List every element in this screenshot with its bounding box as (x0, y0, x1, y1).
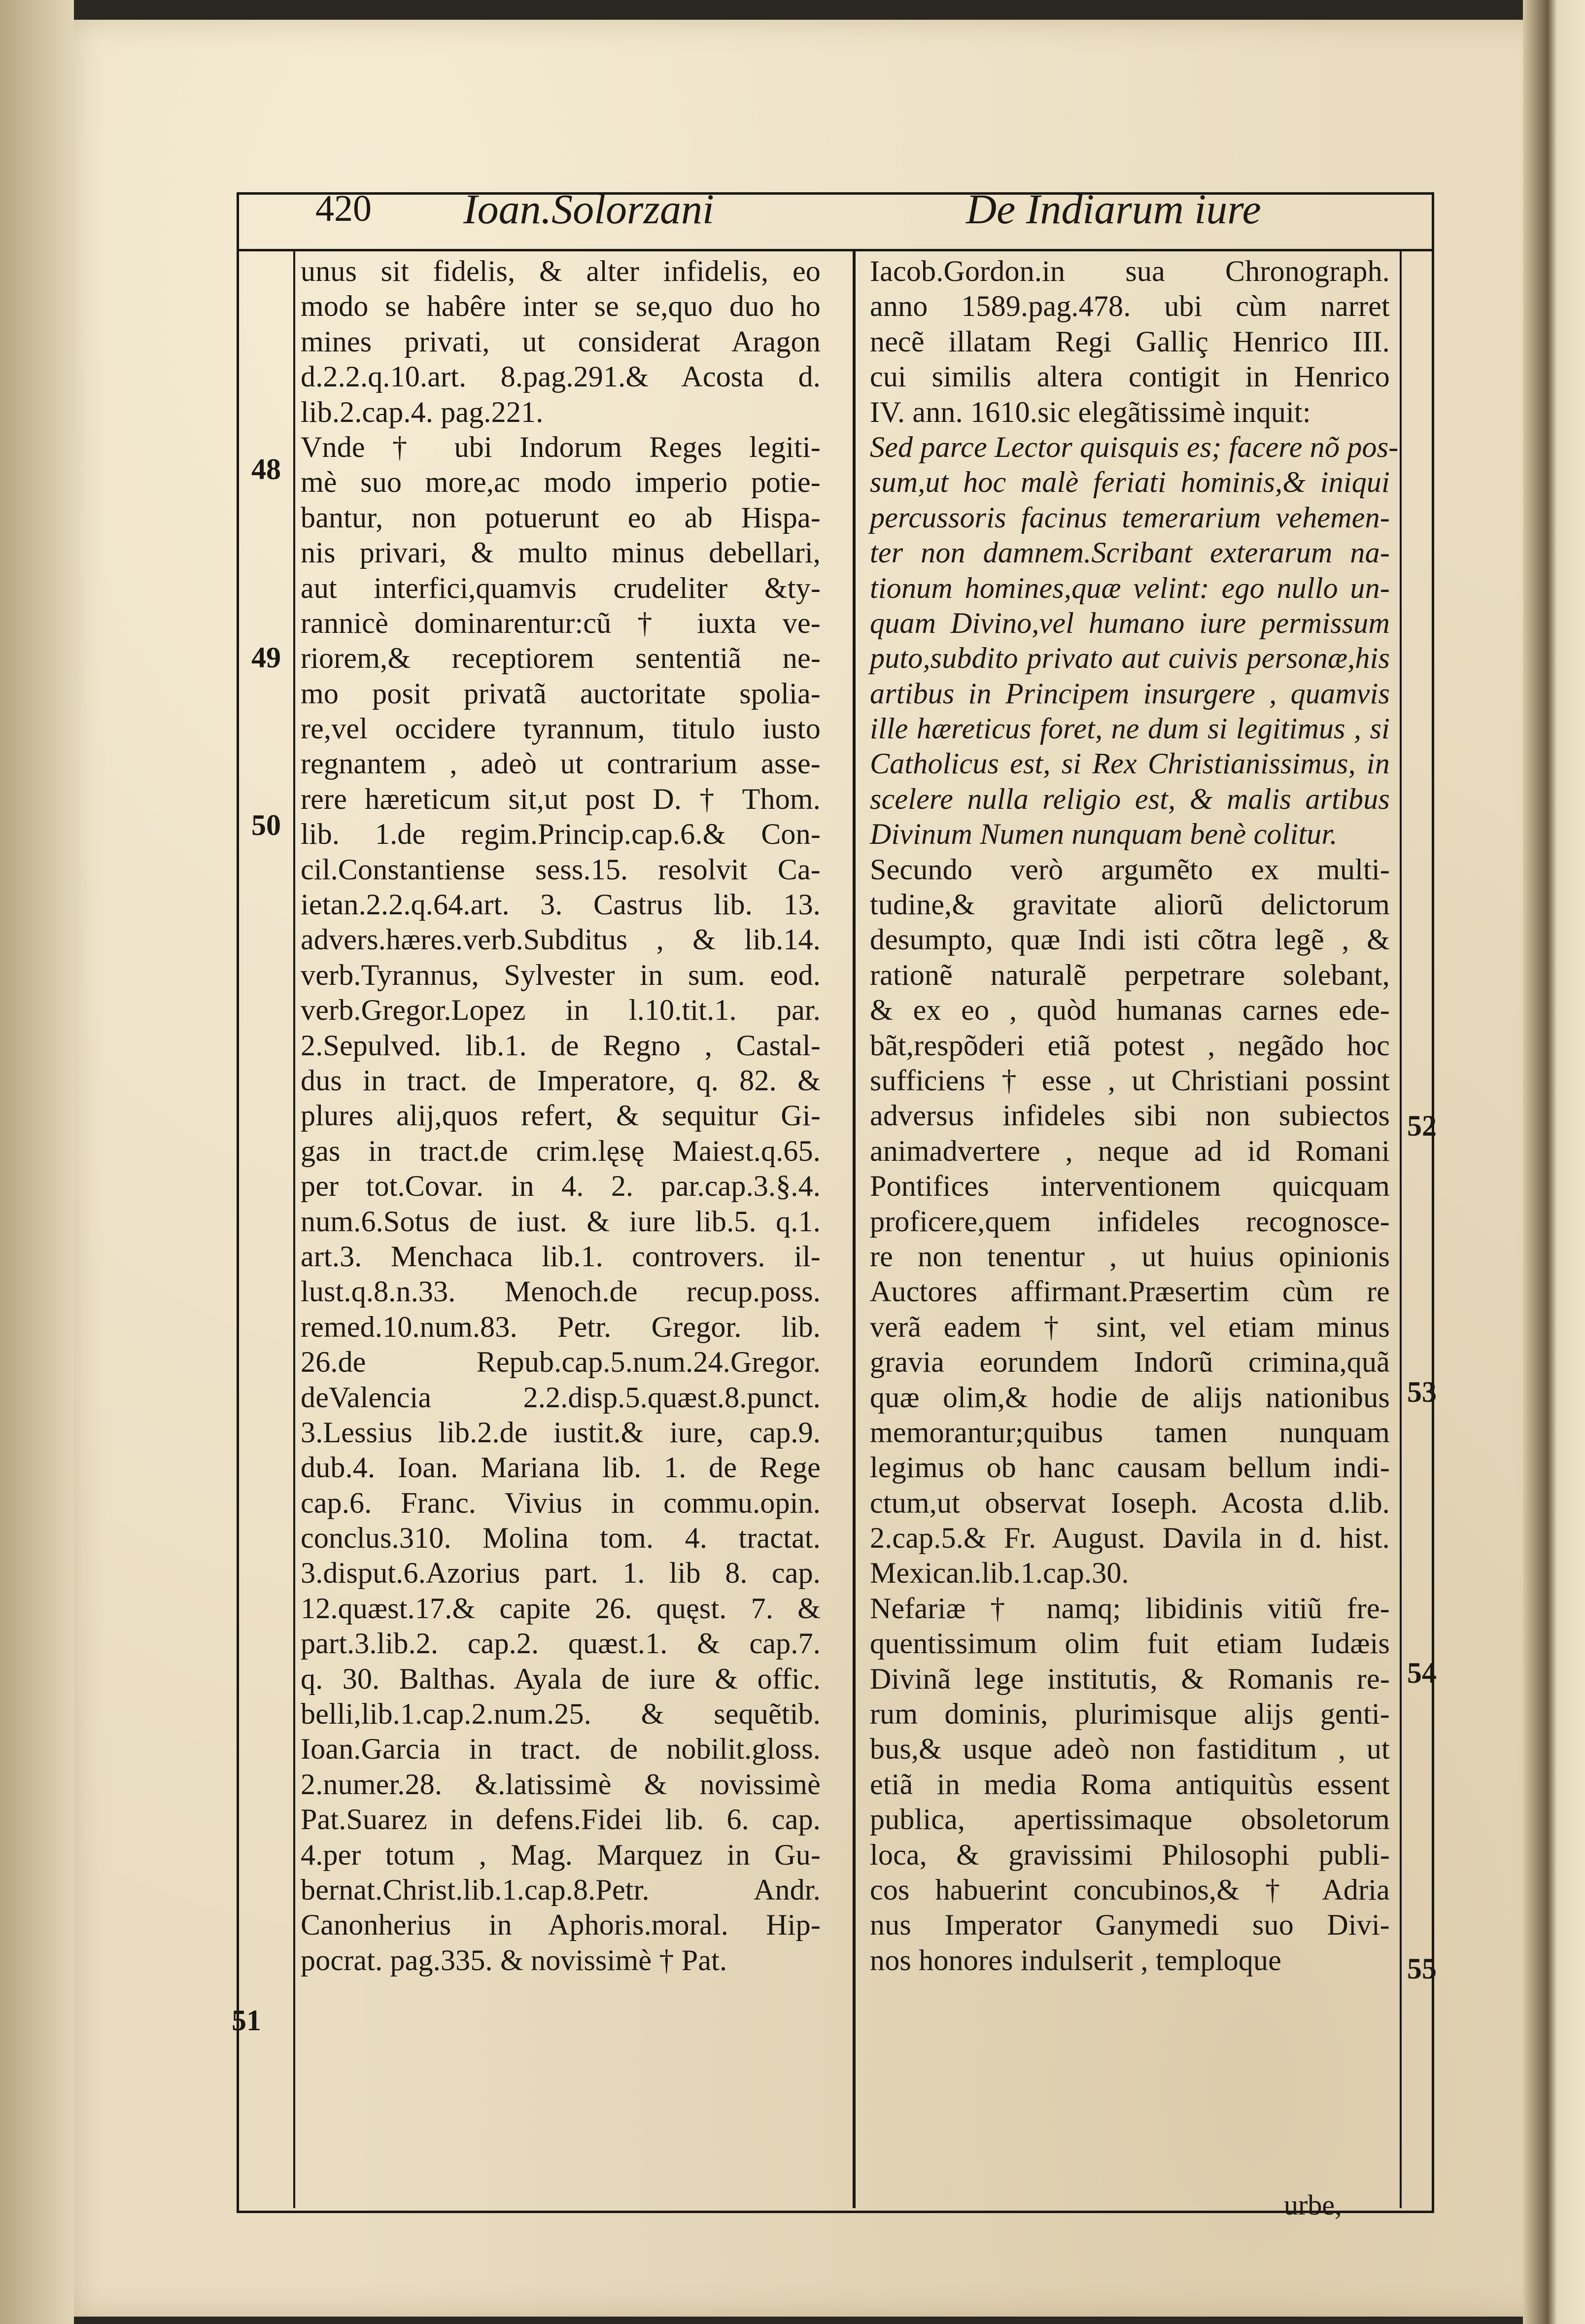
text-line: IV. ann. 1610.sic elegãtissimè inquit: (870, 395, 1311, 428)
text-line: nus Imperator Ganymedi suo Divi- (870, 1908, 1390, 1942)
left-text-column (301, 254, 821, 1978)
text-line: lib.2.cap.4. pag.221. (301, 395, 544, 428)
text-line: plures alij,quos refert, & sequitur Gi- (301, 1099, 821, 1132)
text-line: mo posit privatã auctoritate spolia- (301, 677, 821, 710)
margin-number: 49 (251, 641, 281, 674)
text-line: lust.q.8.n.33. Menoch.de recup.poss. (301, 1275, 821, 1308)
text-line: loca, & gravissimi Philosophi publi- (870, 1838, 1390, 1871)
margin-number: 52 (1407, 1110, 1437, 1142)
text-line: bus,& usque adeò non fastiditum , ut (870, 1733, 1390, 1766)
text-line: Divinum Numen nunquam benè colitur. (870, 818, 1338, 851)
text-line: puto,subdito privato aut cuivis personæ,his (870, 642, 1390, 675)
text-line: desumpto, quæ Indi isti cõtra legẽ , & (870, 923, 1390, 956)
text-line: rere hæreticum sit,ut post D. † Thom. (301, 782, 821, 815)
text-line: verã eadem † sint, vel etiam minus (870, 1310, 1390, 1343)
text-line: Nefariæ † namq; libidinis vitiũ fre- (870, 1592, 1390, 1625)
right-text-column (870, 254, 1399, 1978)
text-line: legimus ob hanc causam bellum indi- (870, 1451, 1390, 1484)
text-line: d.2.2.q.10.art. 8.pag.291.& Acosta d. (301, 360, 821, 393)
text-line: animadvertere , neque ad id Romani (870, 1134, 1390, 1167)
running-title: De Indiarum iure (966, 185, 1261, 233)
margin-number: 53 (1407, 1376, 1437, 1408)
text-line: Mexican.lib.1.cap.30. (870, 1557, 1129, 1590)
text-line: bantur, non potuerunt eo ab Hispa- (301, 501, 821, 534)
text-line: aut interfici,quamvis crudeliter &ty- (301, 571, 821, 604)
text-line: Pat.Suarez in defens.Fidei lib. 6. cap. (301, 1803, 821, 1836)
text-line: re non tenentur , ut huius opinionis (870, 1240, 1390, 1273)
text-line: dub.4. Ioan. Mariana lib. 1. de Rege (301, 1451, 821, 1484)
text-line: 2.numer.28. &.latissimè & novissimè (301, 1768, 821, 1801)
text-line: Auctores affirmant.Præsertim cùm re (870, 1275, 1390, 1308)
text-line: pocrat. pag.335. & novissimè † Pat. (301, 1943, 727, 1977)
text-line: cos habuerint concubinos,& † Adria (870, 1873, 1390, 1906)
text-line: ctum,ut observat Ioseph. Acosta d.lib. (870, 1486, 1390, 1519)
text-line: rationẽ naturalẽ perpetrare solebant, (870, 958, 1390, 991)
text-line: sufficiens † esse , ut Christiani possint (870, 1064, 1390, 1097)
right-inner-rule (1400, 251, 1402, 2208)
text-line: Canonherius in Aphoris.moral. Hip- (301, 1908, 821, 1942)
text-line: quæ olim,& hodie de alijs nationibus (870, 1381, 1390, 1414)
text-line: nis privari, & multo minus debellari, (301, 536, 821, 569)
margin-number: 55 (1407, 1952, 1437, 1985)
text-line: deValencia 2.2.disp.5.quæst.8.punct. (301, 1381, 821, 1414)
running-header (237, 182, 1296, 246)
running-author: Ioan.Solorzani (463, 185, 714, 233)
text-line: necẽ illatam Regi Galliç Henrico III. (870, 325, 1390, 358)
text-line: Iacob.Gordon.in sua Chronograph. (870, 255, 1390, 287)
text-line: Divinã lege institutis, & Romanis re- (870, 1662, 1390, 1695)
text-line: riorem,& receptiorem sententiã ne- (301, 642, 821, 675)
text-line: regnantem , adeò ut contrarium asse- (301, 747, 821, 780)
margin-number: 51 (232, 2004, 261, 2037)
text-line: cil.Constantiense sess.15. resolvit Ca- (301, 853, 821, 886)
text-line: bernat.Christ.lib.1.cap.8.Petr. Andr. (301, 1873, 821, 1906)
text-line: cui similis altera contigit in Henrico (870, 360, 1390, 393)
text-line: ter non damnem.Scribant exterarum na- (870, 536, 1390, 569)
text-line: rum dominis, plurimisque alijs genti- (870, 1698, 1390, 1731)
text-line: tionum homines,quæ velint: ego nullo un- (870, 571, 1390, 604)
text-line: Ioan.Garcia in tract. de nobilit.gloss. (301, 1733, 821, 1766)
text-line: 12.quæst.17.& capite 26. quęst. 7. & (301, 1592, 821, 1625)
text-line: modo se habêre inter se se,quo duo ho (301, 290, 821, 323)
text-line: re,vel occidere tyrannum, titulo iusto (301, 712, 821, 745)
left-inner-rule (293, 251, 295, 2208)
text-line: 3.Lessius lib.2.de iustit.& iure, cap.9. (301, 1416, 821, 1449)
text-line: sum,ut hoc malè feriati hominis,& iniqui (870, 466, 1390, 499)
text-line: unus sit fidelis, & alter infidelis, eo (301, 255, 821, 287)
text-line: etiã in media Roma antiquitùs essent (870, 1768, 1390, 1801)
text-line: Pontifices interventionem quicquam (870, 1170, 1390, 1203)
margin-number: 50 (251, 809, 281, 841)
header-rule (237, 249, 1432, 251)
text-line: Secundo verò argumẽto ex multi- (870, 853, 1390, 886)
catchword: urbe, (1284, 2189, 1342, 2221)
text-line: nos honores indulserit , temploque (870, 1943, 1282, 1977)
text-line: tudine,& gravitate aliorũ delictorum (870, 888, 1390, 921)
book-next-page-edge (1523, 0, 1585, 2324)
text-line: per tot.Covar. in 4. 2. par.cap.3.§.4. (301, 1170, 821, 1203)
text-line: Vnde † ubi Indorum Reges legiti- (301, 430, 821, 463)
text-line: ille hæreticus foret, ne dum si legitimus , si (870, 712, 1390, 745)
column-divider (853, 251, 856, 2208)
text-line: conclus.310. Molina tom. 4. tractat. (301, 1522, 821, 1555)
text-line: bãt,respõderi etiã potest , negãdo hoc (870, 1029, 1390, 1062)
text-line: & ex eo , quòd humanas carnes ede- (870, 994, 1390, 1027)
page-number: 420 (315, 188, 372, 229)
text-line: quam Divino,vel humano iure permissum (870, 606, 1390, 639)
text-line: gravia eorundem Indorũ crimina,quã (870, 1346, 1390, 1379)
text-line: publica, apertissimaque obsoletorum (870, 1803, 1390, 1836)
text-line: mines privati, ut considerat Aragon (301, 325, 821, 358)
text-line: art.3. Menchaca lib.1. controvers. il- (301, 1240, 821, 1273)
text-line: scelere nulla religio est, & malis artibus (870, 782, 1390, 815)
text-line: verb.Gregor.Lopez in l.10.tit.1. par. (301, 994, 821, 1027)
text-line: anno 1589.pag.478. ubi cùm narret (870, 290, 1390, 323)
text-line: part.3.lib.2. cap.2. quæst.1. & cap.7. (301, 1627, 821, 1660)
text-line: advers.hæres.verb.Subditus , & lib.14. (301, 923, 821, 956)
text-line: 2.cap.5.& Fr. August. Davila in d. hist. (870, 1522, 1390, 1555)
book-gutter-left (0, 0, 74, 2324)
text-line: ietan.2.2.q.64.art. 3. Castrus lib. 13. (301, 888, 821, 921)
text-line: 4.per totum , Mag. Marquez in Gu- (301, 1838, 821, 1871)
text-line: gas in tract.de crim.lęsę Maiest.q.65. (301, 1134, 821, 1167)
margin-number: 54 (1407, 1657, 1437, 1689)
text-line: remed.10.num.83. Petr. Gregor. lib. (301, 1310, 821, 1343)
text-line: memorantur;quibus tamen nunquam (870, 1416, 1390, 1449)
margin-number: 48 (251, 453, 281, 486)
text-line: Sed parce Lector quisquis es; facere nõ pos- (870, 430, 1399, 463)
text-line: cap.6. Franc. Vivius in commu.opin. (301, 1486, 821, 1519)
text-line: 2.Sepulved. lib.1. de Regno , Castal- (301, 1029, 821, 1062)
text-line: percussoris facinus temerarium vehemen- (870, 501, 1390, 534)
text-line: num.6.Sotus de iust. & iure lib.5. q.1. (301, 1205, 821, 1238)
text-line: quentissimum olim fuit etiam Iudæis (870, 1627, 1390, 1660)
text-line: 3.disput.6.Azorius part. 1. lib 8. cap. (301, 1557, 821, 1590)
text-line: Catholicus est, si Rex Christianissimus, in (870, 747, 1390, 780)
text-line: adversus infideles sibi non subiectos (870, 1099, 1390, 1132)
text-line: lib. 1.de regim.Princip.cap.6.& Con- (301, 818, 821, 851)
text-line: dus in tract. de Imperatore, q. 82. & (301, 1064, 821, 1097)
text-line: artibus in Principem insurgere , quamvis (870, 677, 1390, 710)
text-line: 26.de Repub.cap.5.num.24.Gregor. (301, 1346, 821, 1379)
text-line: proficere,quem infideles recognosce- (870, 1205, 1390, 1238)
text-line: rannicè dominarentur:cũ † iuxta ve- (301, 606, 821, 639)
text-line: belli,lib.1.cap.2.num.25. & sequẽtib. (301, 1698, 821, 1731)
text-line: q. 30. Balthas. Ayala de iure & offic. (301, 1662, 821, 1695)
text-line: verb.Tyrannus, Sylvester in sum. eod. (301, 958, 821, 991)
text-line: mè suo more,ac modo imperio potie- (301, 466, 821, 499)
